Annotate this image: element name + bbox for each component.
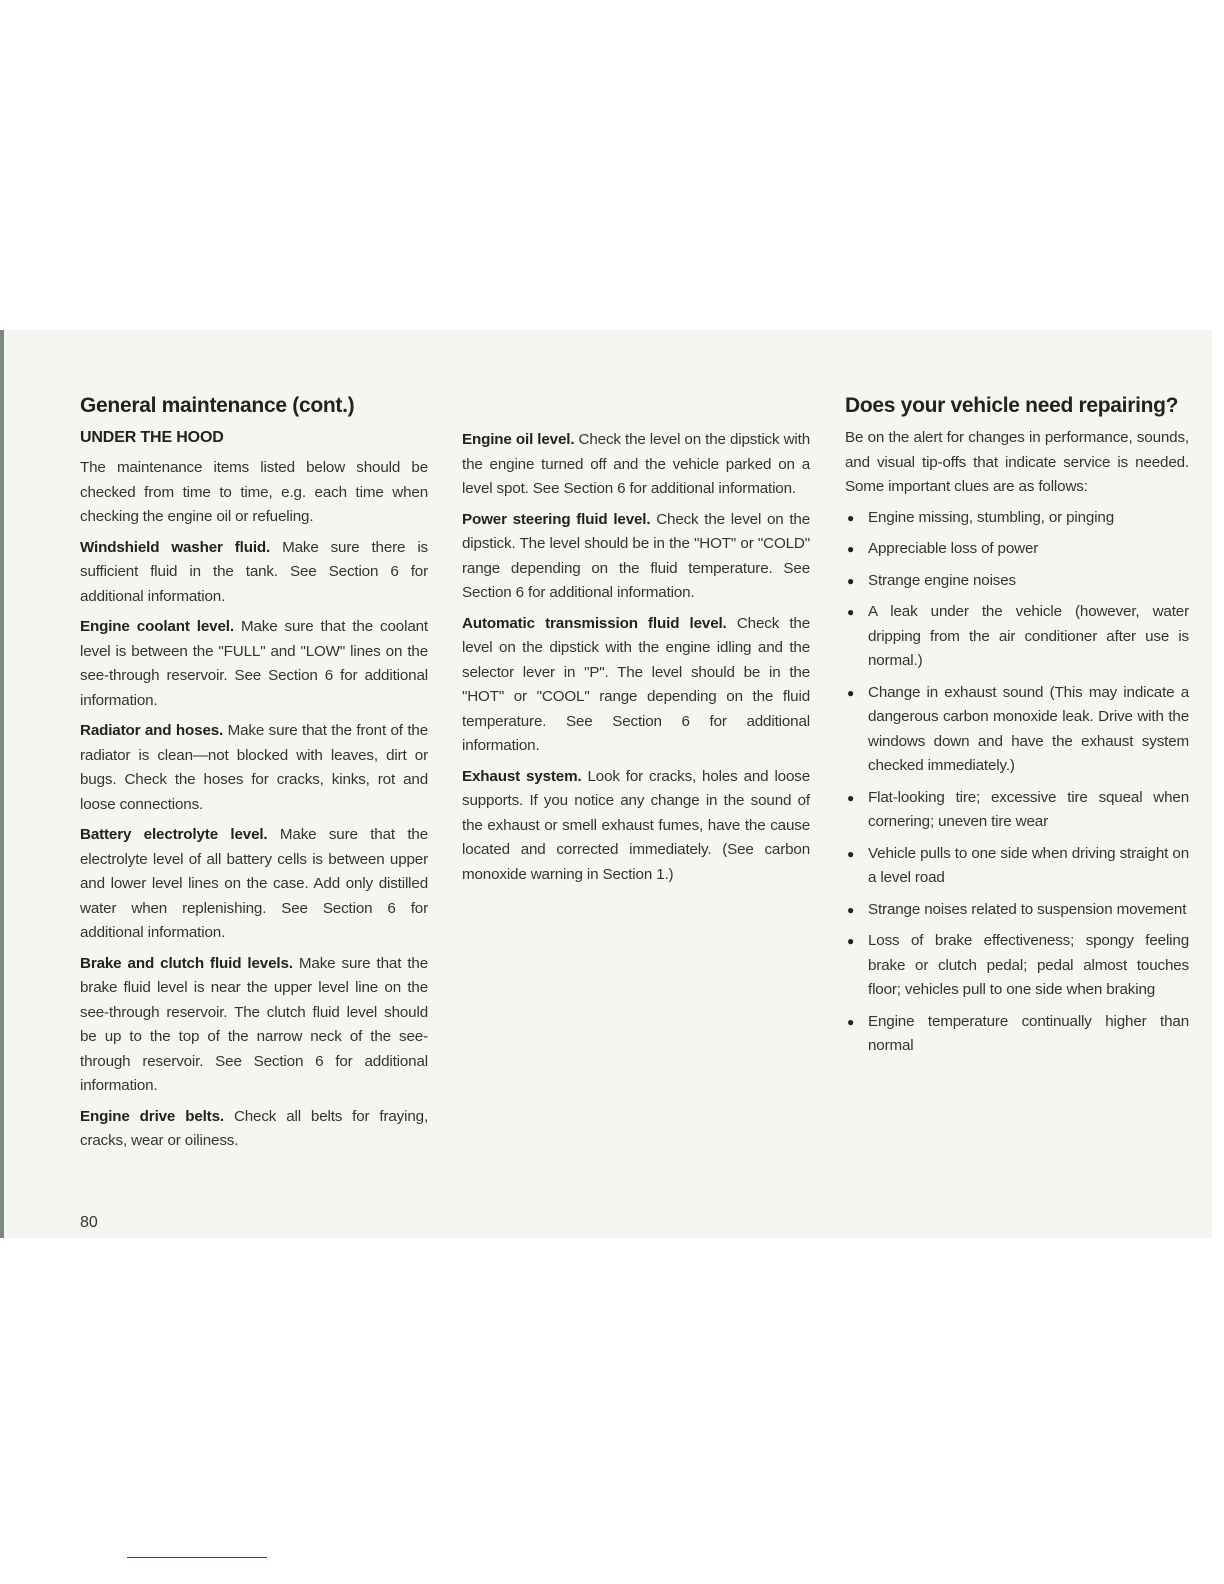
- intro-paragraph: The maintenance items listed below should be checked from time to time, e.g. each time when checking the engine oil or refueling.: [80, 459, 428, 525]
- list-item: [845, 1010, 1189, 1059]
- maintenance-item: [462, 765, 810, 888]
- page-binding-edge: [0, 330, 4, 1238]
- list-item-text: Vehicle pulls to one side when driving straight on a level road: [868, 844, 1189, 886]
- list-item-text: Change in exhaust sound (This may indicate a dangerous carbon monoxide leak. Drive with the windows down and have the exhaust system checked immediately.): [868, 683, 1189, 774]
- repair-intro: Be on the alert for changes in performance, sounds, and visual tip-offs that indicate service is needed. Some important clues are as follows:: [845, 429, 1189, 495]
- maintenance-item: [80, 823, 428, 946]
- item-text: Check the level on the dipstick with the engine idling and the selector lever in "P". The level should be in the "HOT" or "COOL" range depending on the fluid temperature. See Section 6 for additional information.: [462, 614, 811, 754]
- item-text: Make sure that the coolant level is between the "FULL" and "LOW" lines on the see-through reservoir. See Section 6 for additional information.: [80, 618, 428, 709]
- repair-clue-list: [845, 506, 1189, 1059]
- list-item-text: Loss of brake effectiveness; spongy feeling brake or clutch pedal; pedal almost touches floor; vehicles pull to one side when braking: [868, 932, 1189, 998]
- list-item: [845, 929, 1189, 1003]
- list-item-text: Strange engine noises: [868, 571, 1016, 589]
- middle-column: [462, 428, 810, 893]
- section-subheading: UNDER THE HOOD: [80, 429, 224, 446]
- page-number: 80: [80, 1214, 98, 1231]
- list-item: [845, 842, 1189, 891]
- list-item-text: Engine missing, stumbling, or pinging: [868, 508, 1115, 526]
- maintenance-item: [80, 952, 428, 1099]
- item-lead: Exhaust system.: [462, 767, 582, 785]
- item-text: Look for cracks, holes and loose supports. If you notice any change in the sound of the exhaust or smell exhaust fumes, have the cause located and corrected immediately. (See carbon monoxide warning in Section 1.): [462, 767, 810, 883]
- list-item-text: Strange noises related to suspension movement: [868, 900, 1187, 918]
- item-lead: Radiator and hoses.: [80, 722, 224, 739]
- list-item-text: Appreciable loss of power: [868, 540, 1039, 557]
- page-title: General maintenance (cont.): [80, 394, 355, 417]
- item-text: Make sure that the front of the radiator is clean—not blocked with leaves, dirt or bugs. Check the hoses for cracks, kinks, rot and loose connections.: [80, 722, 429, 813]
- bullet-icon: ●: [847, 902, 855, 917]
- maintenance-item: [80, 1105, 428, 1154]
- left-column: [80, 392, 428, 1160]
- item-lead: Automatic transmission fluid level.: [462, 614, 727, 632]
- item-lead: Engine drive belts.: [80, 1107, 224, 1125]
- item-lead: Brake and clutch fluid levels.: [80, 954, 293, 972]
- item-text: Make sure that the electrolyte level of all battery cells is between upper and lower level lines on the case. Add only distilled water when replenishing. See Section 6 for additional information.: [80, 826, 428, 941]
- bullet-icon: ●: [847, 790, 855, 805]
- maintenance-item: [80, 615, 428, 713]
- item-lead: Battery electrolyte level.: [80, 826, 268, 843]
- bullet-icon: ●: [847, 510, 855, 525]
- repair-section-title: Does your vehicle need repairing?: [845, 394, 1179, 417]
- item-lead: Engine oil level.: [462, 431, 575, 448]
- item-lead: Windshield washer fluid.: [80, 538, 271, 556]
- item-text: Check all belts for fraying, cracks, wear or oiliness.: [80, 1107, 429, 1149]
- item-lead: Engine coolant level.: [80, 618, 234, 635]
- list-item: [845, 569, 1189, 594]
- item-text: Make sure that the brake fluid level is near the upper level line on the see-through reservoir. The clutch fluid level should be up to the top of the narrow neck of the see-through reservoir. See Section 6 for additional information.: [80, 954, 428, 1094]
- bullet-icon: ●: [847, 573, 855, 588]
- list-item: [845, 506, 1189, 531]
- bullet-icon: ●: [847, 685, 855, 700]
- maintenance-item: [462, 508, 810, 606]
- list-item: [845, 786, 1189, 835]
- right-column: [845, 392, 1189, 1066]
- bullet-icon: ●: [847, 846, 855, 861]
- bullet-icon: ●: [847, 605, 855, 619]
- maintenance-item: [462, 428, 810, 502]
- list-item-text: A leak under the vehicle (however, water dripping from the air conditioner after use is normal.): [868, 603, 1189, 669]
- maintenance-item: [80, 719, 428, 817]
- list-item-text: Flat-looking tire; excessive tire squeal when cornering; uneven tire wear: [868, 788, 1189, 830]
- item-text: Check the level on the dipstick with the engine turned off and the vehicle parked on a level spot. See Section 6 for additional information.: [462, 431, 810, 497]
- bullet-icon: ●: [847, 934, 855, 948]
- item-text: Check the level on the dipstick. The level should be in the "HOT" or "COLD" range depending on the fluid temperature. See Section 6 for additional information.: [462, 510, 810, 601]
- list-item: [845, 681, 1189, 779]
- item-text: Make sure there is sufficient fluid in the tank. See Section 6 for additional information.: [80, 538, 428, 605]
- item-lead: Power steering fluid level.: [462, 510, 651, 528]
- list-item-text: Engine temperature continually higher than normal: [868, 1012, 1189, 1054]
- bullet-icon: ●: [847, 1014, 855, 1029]
- maintenance-item: [80, 536, 428, 610]
- bullet-icon: ●: [847, 542, 855, 556]
- footer-rule: [127, 1557, 267, 1558]
- maintenance-item: [462, 612, 810, 759]
- list-item: [845, 600, 1189, 674]
- list-item: [845, 898, 1189, 923]
- list-item: [845, 537, 1189, 562]
